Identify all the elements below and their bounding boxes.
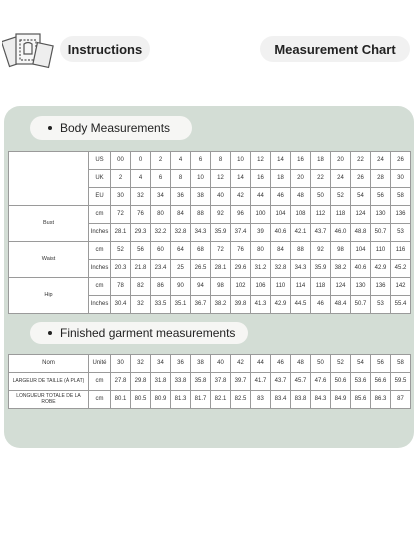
table-cell: 34: [151, 188, 171, 206]
table-cell: 84.9: [331, 391, 351, 409]
table-cell: 41.3: [251, 296, 271, 314]
table-cell: 4: [171, 152, 191, 170]
table-cell: 27.8: [111, 373, 131, 391]
table-cell: 136: [371, 278, 391, 296]
table-cell: 39: [251, 224, 271, 242]
size-system-label: UK: [89, 170, 111, 188]
table-cell: 39.7: [231, 373, 251, 391]
table-cell: 14: [271, 152, 291, 170]
measure-name: LARGEUR DE TAILLE (À PLAT): [9, 373, 89, 391]
table-cell: 20: [291, 170, 311, 188]
body-measurements-table: [8, 151, 411, 314]
table-cell: 81.7: [191, 391, 211, 409]
table-cell: 40.6: [271, 224, 291, 242]
column-header: 34: [151, 355, 171, 373]
table-cell: 68: [191, 242, 211, 260]
table-cell: 37.4: [231, 224, 251, 242]
table-cell: 116: [391, 242, 411, 260]
table-cell: 92: [311, 242, 331, 260]
table-cell: 12: [251, 152, 271, 170]
table-cell: 94: [191, 278, 211, 296]
table-cell: 18: [311, 152, 331, 170]
measure-name: Hip: [9, 278, 89, 314]
blank-corner-cell: [9, 152, 89, 206]
table-cell: 58: [391, 188, 411, 206]
column-header: 46: [271, 355, 291, 373]
table-cell: 104: [351, 242, 371, 260]
table-cell: 22: [311, 170, 331, 188]
measure-name: LONGUEUR TOTALE DE LA ROBE: [9, 391, 89, 409]
column-header: 40: [211, 355, 231, 373]
table-cell: 33.8: [171, 373, 191, 391]
table-cell: 130: [351, 278, 371, 296]
table-cell: 8: [171, 170, 191, 188]
table-cell: 54: [351, 188, 371, 206]
finished-garment-heading: [30, 322, 248, 344]
table-cell: 110: [271, 278, 291, 296]
table-cell: 35.8: [191, 373, 211, 391]
column-header: 50: [311, 355, 331, 373]
column-header: 56: [371, 355, 391, 373]
table-cell: 34.3: [291, 260, 311, 278]
table-cell: 18: [271, 170, 291, 188]
unit-cell: Inches: [89, 224, 111, 242]
table-cell: 28.1: [211, 260, 231, 278]
table-cell: 43.7: [271, 373, 291, 391]
table-cell: 30.4: [111, 296, 131, 314]
table-cell: 46.0: [331, 224, 351, 242]
column-header: 36: [171, 355, 191, 373]
table-cell: 42.9: [271, 296, 291, 314]
table-cell: 29.6: [231, 260, 251, 278]
column-header: 32: [131, 355, 151, 373]
table-cell: 50.7: [371, 224, 391, 242]
table-cell: 80.9: [151, 391, 171, 409]
table-cell: 38: [191, 188, 211, 206]
measure-name: Bust: [9, 206, 89, 242]
table-cell: 36: [171, 188, 191, 206]
table-cell: 2: [111, 170, 131, 188]
table-row: [9, 278, 411, 296]
table-cell: 56: [131, 242, 151, 260]
table-cell: 23.4: [151, 260, 171, 278]
table-row: [9, 152, 411, 170]
table-cell: 50.7: [351, 296, 371, 314]
table-cell: 82.5: [231, 391, 251, 409]
table-cell: 92: [211, 206, 231, 224]
table-cell: 81.3: [171, 391, 191, 409]
table-cell: 87: [391, 391, 411, 409]
table-cell: 45.2: [391, 260, 411, 278]
table-cell: 53: [391, 224, 411, 242]
table-cell: 56.6: [371, 373, 391, 391]
table-cell: 10: [191, 170, 211, 188]
unit-cell: cm: [89, 373, 111, 391]
table-cell: 20: [331, 152, 351, 170]
table-cell: 82: [131, 278, 151, 296]
table-cell: 38.2: [331, 260, 351, 278]
table-cell: 110: [371, 242, 391, 260]
column-header: 38: [191, 355, 211, 373]
table-cell: 21.8: [131, 260, 151, 278]
table-cell: 34.3: [191, 224, 211, 242]
table-cell: 96: [231, 206, 251, 224]
table-cell: 32: [131, 296, 151, 314]
table-cell: 59.5: [391, 373, 411, 391]
table-cell: 41.7: [251, 373, 271, 391]
column-header: 58: [391, 355, 411, 373]
table-cell: 72: [211, 242, 231, 260]
table-cell: 24: [331, 170, 351, 188]
table-cell: 88: [291, 242, 311, 260]
table-cell: 14: [231, 170, 251, 188]
table-cell: 26: [351, 170, 371, 188]
table-cell: 82.1: [211, 391, 231, 409]
table-header-row: [9, 355, 411, 373]
table-cell: 30: [391, 170, 411, 188]
table-cell: 50: [311, 188, 331, 206]
table-cell: 12: [211, 170, 231, 188]
table-cell: 38.2: [211, 296, 231, 314]
table-cell: 32.2: [151, 224, 171, 242]
table-cell: 00: [111, 152, 131, 170]
table-cell: 124: [351, 206, 371, 224]
table-cell: 24: [371, 152, 391, 170]
finished-garment-table: [8, 354, 411, 409]
table-cell: 25: [171, 260, 191, 278]
table-cell: 114: [291, 278, 311, 296]
table-cell: 6: [151, 170, 171, 188]
table-cell: 86.3: [371, 391, 391, 409]
table-cell: 104: [271, 206, 291, 224]
table-cell: 32: [131, 188, 151, 206]
column-header: Unité: [89, 355, 111, 373]
table-cell: 52: [331, 188, 351, 206]
unit-cell: Inches: [89, 260, 111, 278]
table-cell: 124: [331, 278, 351, 296]
table-cell: 6: [191, 152, 211, 170]
table-cell: 47.6: [311, 373, 331, 391]
table-cell: 16: [251, 170, 271, 188]
table-cell: 48.4: [331, 296, 351, 314]
table-cell: 85.6: [351, 391, 371, 409]
table-cell: 50.6: [331, 373, 351, 391]
table-cell: 26: [391, 152, 411, 170]
table-row: [9, 391, 411, 409]
column-header: 44: [251, 355, 271, 373]
table-row: [9, 242, 411, 260]
column-header: 48: [291, 355, 311, 373]
table-cell: 83.4: [271, 391, 291, 409]
column-header: 54: [351, 355, 371, 373]
table-cell: 100: [251, 206, 271, 224]
table-cell: 72: [111, 206, 131, 224]
table-cell: 76: [231, 242, 251, 260]
table-cell: 48.8: [351, 224, 371, 242]
table-cell: 80.1: [111, 391, 131, 409]
table-cell: 130: [371, 206, 391, 224]
table-cell: 98: [211, 278, 231, 296]
table-cell: 44.5: [291, 296, 311, 314]
table-cell: 112: [311, 206, 331, 224]
table-cell: 52: [111, 242, 131, 260]
table-cell: 45.7: [291, 373, 311, 391]
table-cell: 8: [211, 152, 231, 170]
table-cell: 16: [291, 152, 311, 170]
table-cell: 28: [371, 170, 391, 188]
table-cell: 2: [151, 152, 171, 170]
table-cell: 31.8: [151, 373, 171, 391]
table-cell: 53: [371, 296, 391, 314]
table-cell: 32.8: [171, 224, 191, 242]
table-cell: 42.9: [371, 260, 391, 278]
column-header: 30: [111, 355, 131, 373]
table-cell: 29.3: [131, 224, 151, 242]
table-cell: 35.1: [171, 296, 191, 314]
table-cell: 98: [331, 242, 351, 260]
table-cell: 26.5: [191, 260, 211, 278]
table-cell: 84: [171, 206, 191, 224]
table-cell: 28.1: [111, 224, 131, 242]
table-cell: 106: [251, 278, 271, 296]
table-cell: 32.8: [271, 260, 291, 278]
table-cell: 20.3: [111, 260, 131, 278]
table-cell: 36.7: [191, 296, 211, 314]
unit-cell: cm: [89, 206, 111, 224]
unit-cell: cm: [89, 391, 111, 409]
table-cell: 76: [131, 206, 151, 224]
table-cell: 56: [371, 188, 391, 206]
table-cell: 78: [111, 278, 131, 296]
unit-cell: cm: [89, 242, 111, 260]
table-cell: 35.9: [311, 260, 331, 278]
table-cell: 84.3: [311, 391, 331, 409]
table-cell: 83.8: [291, 391, 311, 409]
table-cell: 83: [251, 391, 271, 409]
table-cell: 80: [151, 206, 171, 224]
bullet-icon: [48, 126, 52, 130]
section-title: Finished garment measurements: [60, 326, 236, 340]
table-cell: 42.1: [291, 224, 311, 242]
table-cell: 88: [191, 206, 211, 224]
table-cell: 142: [391, 278, 411, 296]
table-cell: 33.5: [151, 296, 171, 314]
measurement-chart-tab[interactable]: Measurement Chart: [260, 36, 410, 62]
table-cell: 44: [251, 188, 271, 206]
table-cell: 0: [131, 152, 151, 170]
column-header: 52: [331, 355, 351, 373]
column-header: 42: [231, 355, 251, 373]
unit-cell: cm: [89, 278, 111, 296]
instructions-tab[interactable]: Instructions: [60, 36, 150, 62]
table-cell: 108: [291, 206, 311, 224]
table-cell: 55.4: [391, 296, 411, 314]
table-cell: 118: [331, 206, 351, 224]
table-cell: 48: [291, 188, 311, 206]
table-cell: 80.5: [131, 391, 151, 409]
table-cell: 22: [351, 152, 371, 170]
measure-name: Waist: [9, 242, 89, 278]
size-system-label: EU: [89, 188, 111, 206]
table-cell: 35.9: [211, 224, 231, 242]
table-cell: 31.2: [251, 260, 271, 278]
size-system-label: US: [89, 152, 111, 170]
table-cell: 53.6: [351, 373, 371, 391]
table-cell: 29.8: [131, 373, 151, 391]
table-cell: 46: [271, 188, 291, 206]
unit-cell: Inches: [89, 296, 111, 314]
table-cell: 42: [231, 188, 251, 206]
body-measurements-heading: [30, 116, 192, 140]
table-cell: 84: [271, 242, 291, 260]
table-cell: 4: [131, 170, 151, 188]
table-cell: 39.8: [231, 296, 251, 314]
table-cell: 40: [211, 188, 231, 206]
table-cell: 46: [311, 296, 331, 314]
table-cell: 64: [171, 242, 191, 260]
table-cell: 86: [151, 278, 171, 296]
table-cell: 37.8: [211, 373, 231, 391]
table-cell: 90: [171, 278, 191, 296]
table-cell: 43.7: [311, 224, 331, 242]
table-cell: 102: [231, 278, 251, 296]
table-cell: 60: [151, 242, 171, 260]
table-cell: 80: [251, 242, 271, 260]
table-cell: 40.6: [351, 260, 371, 278]
column-header: Nom: [9, 355, 89, 373]
table-row: [9, 206, 411, 224]
table-cell: 30: [111, 188, 131, 206]
table-row: [9, 373, 411, 391]
table-cell: 118: [311, 278, 331, 296]
sewing-pattern-icon: [2, 26, 56, 72]
table-cell: 10: [231, 152, 251, 170]
bullet-icon: [48, 331, 52, 335]
table-cell: 136: [391, 206, 411, 224]
section-title: Body Measurements: [60, 121, 171, 135]
